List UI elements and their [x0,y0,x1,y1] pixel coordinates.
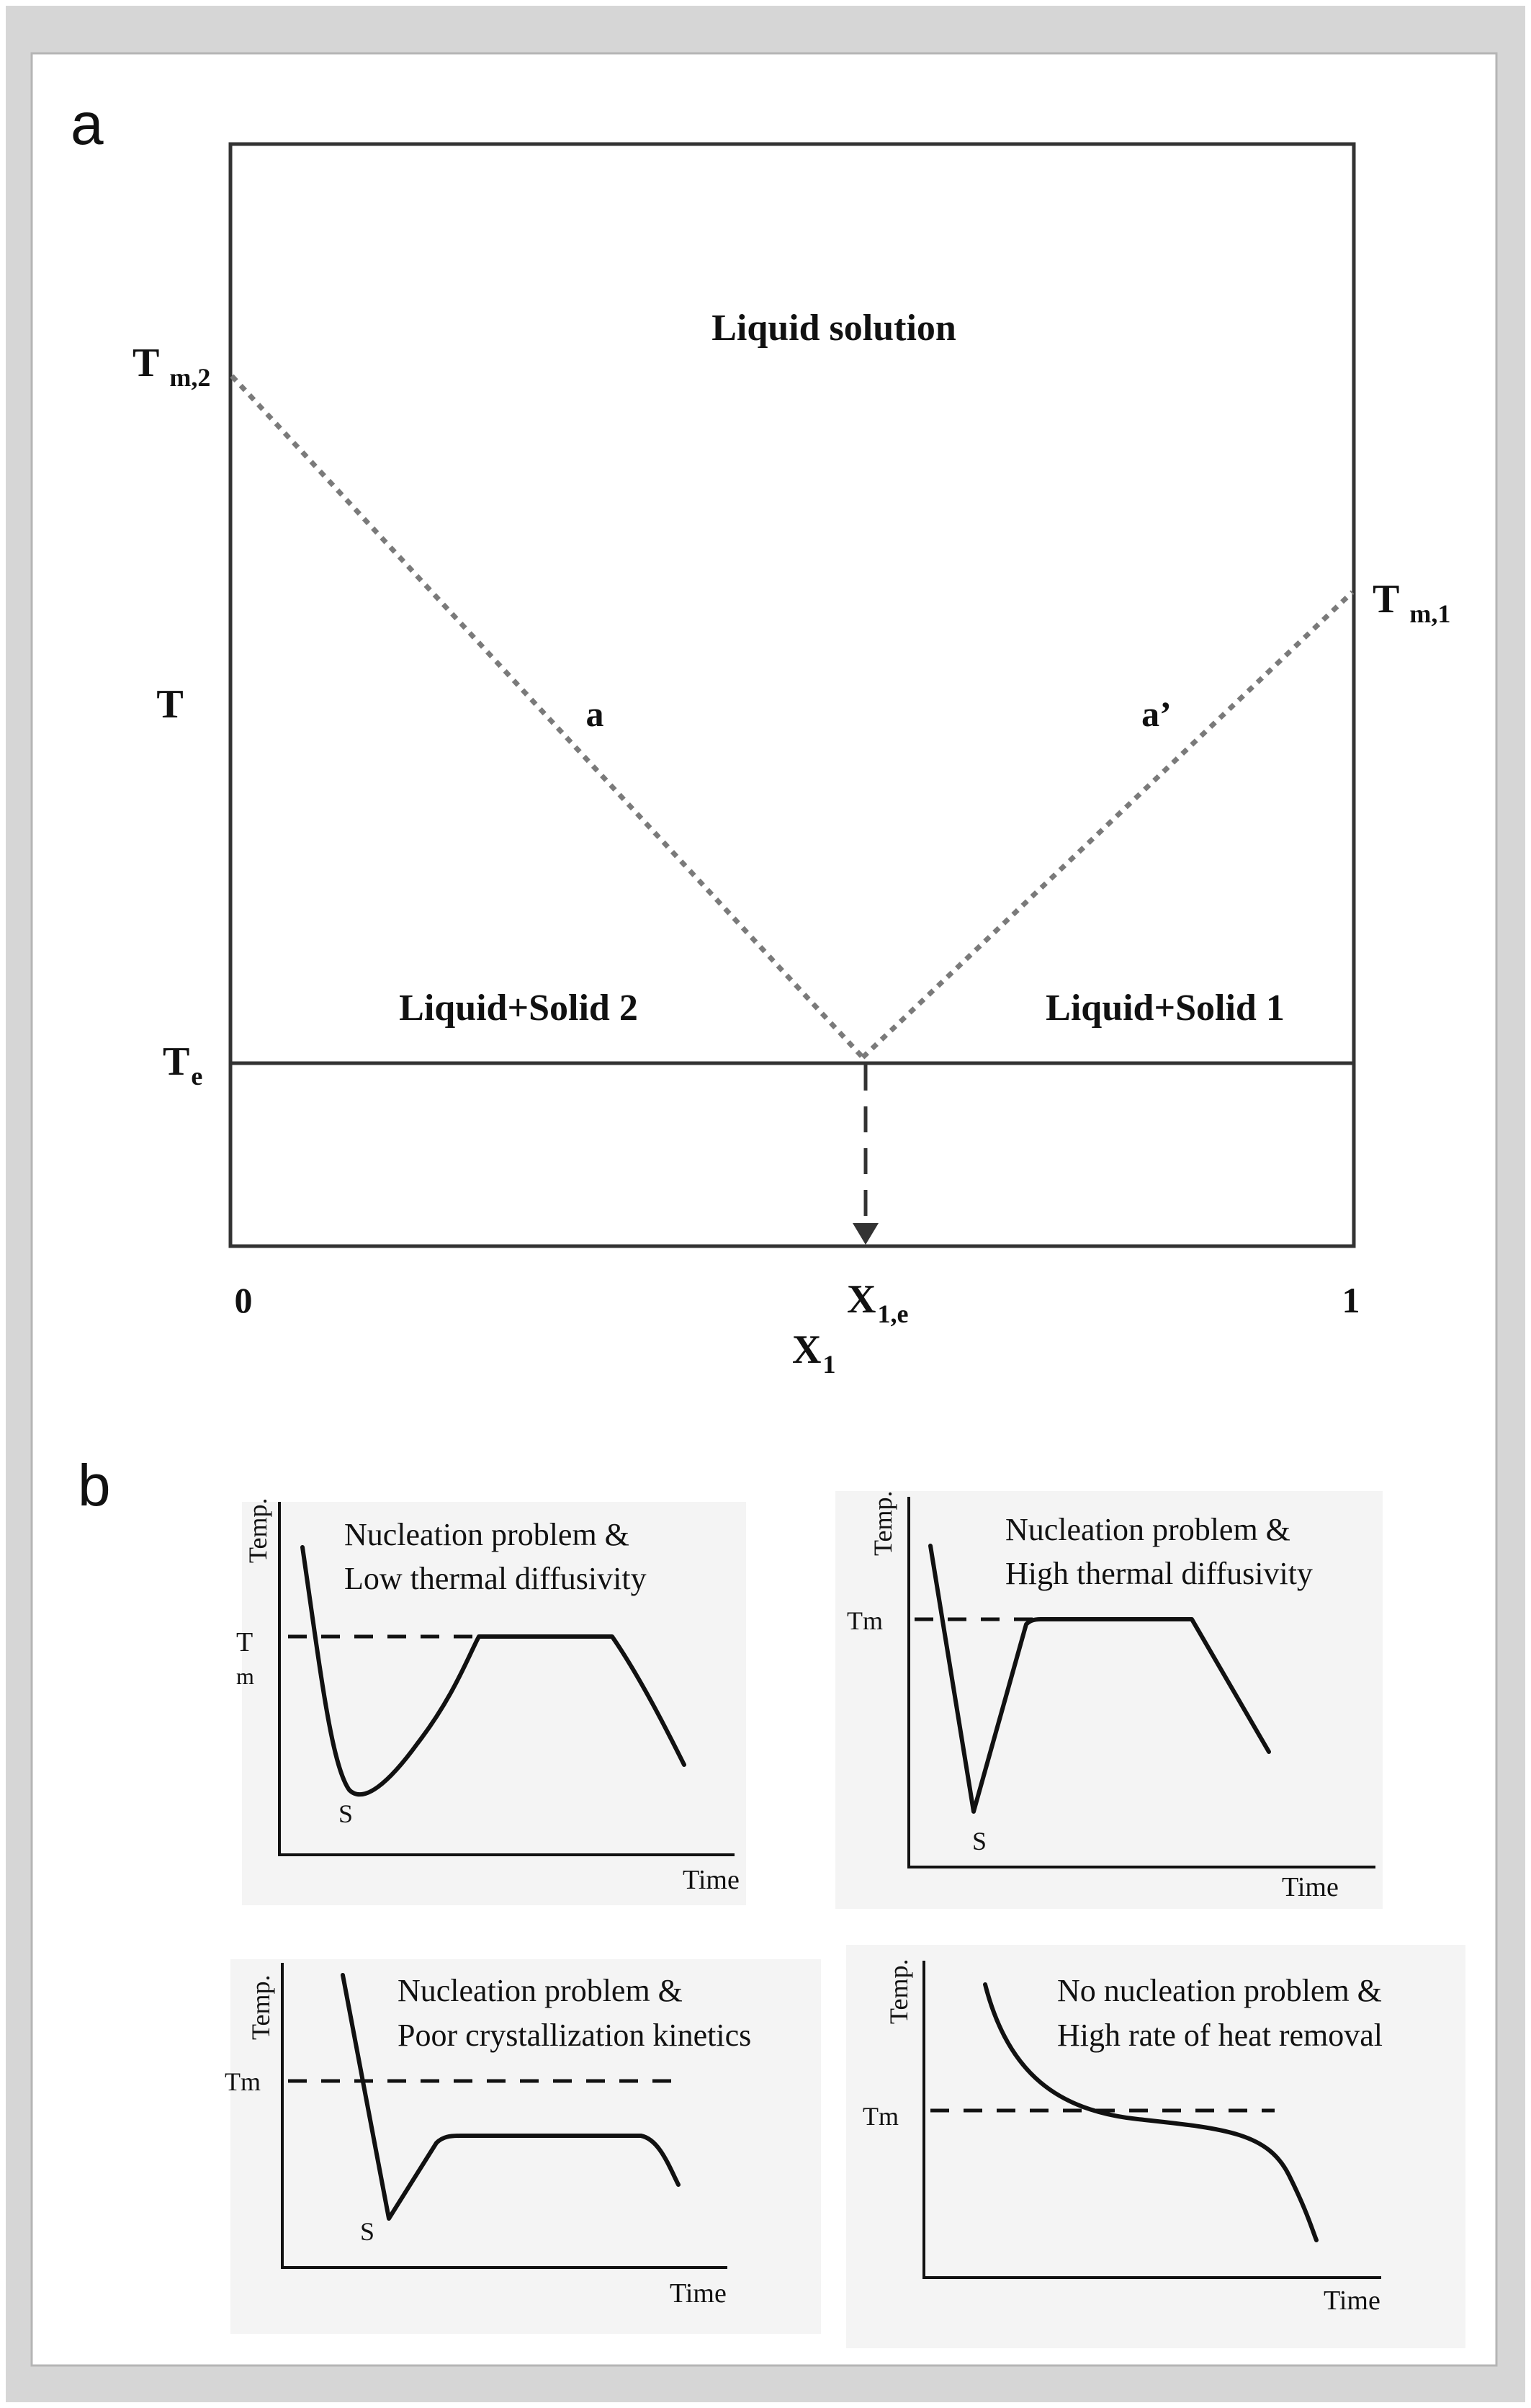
cooling-curve-plot-3 [225,1959,821,2334]
plot-1-xlabel: Time [683,1865,740,1895]
plot-2-title-line2: High thermal diffusivity [1005,1556,1313,1591]
plot-3-background [230,1959,821,2334]
plot-3-title-line2: Poor crystallization kinetics [398,2018,752,2053]
plot-1-title-line1: Nucleation problem & [344,1517,629,1552]
curve-label-a-prime: a’ [1141,694,1172,734]
panel-a-letter: a [71,91,104,157]
plot-1-title-line2: Low thermal diffusivity [344,1561,647,1596]
plot-3-title-line1: Nucleation problem & [398,1973,683,2008]
plot-2-s-label: S [972,1827,987,1856]
x-tick-0: 0 [234,1280,253,1320]
plot-4-title-line2: High rate of heat removal [1057,2018,1383,2053]
plot-4-tm-label: Tm [863,2102,899,2131]
plot-2-tm-label: Tm [847,1606,883,1635]
plot-2-xlabel: Time [1282,1872,1339,1902]
tm1-label: T $_{m,1}$ [1373,577,1451,628]
tm2-label: T $_{m,2}$ [133,341,211,392]
plot-1-tm-label-m: m [236,1663,254,1689]
plot-3-s-label: S [360,2217,375,2246]
plot-3-tm-label: Tm [225,2067,261,2096]
plot-2-background [835,1491,1383,1909]
plot-3-xlabel: Time [670,2278,727,2309]
curve-label-a: a [585,694,604,734]
plot-2-title-line1: Nucleation problem & [1005,1512,1290,1547]
region-liquid-solid-2: Liquid+Solid 2 [399,988,638,1029]
plot-1-tm-label-t: T [236,1627,253,1657]
cooling-curve-plot-1 [236,1498,746,1905]
y-axis-label-t: T [156,682,184,727]
plot-4-ylabel: Temp. [884,1959,913,2024]
cooling-curve-plot-4 [846,1945,1465,2348]
plot-2-ylabel: Temp. [868,1490,897,1556]
plot-4-title-line1: No nucleation problem & [1057,1973,1382,2008]
x-axis-label-x1: $X_1$ [792,1328,836,1379]
x-tick-1: 1 [1342,1280,1360,1320]
cooling-curve-plot-2 [835,1491,1383,1909]
te-label: $T_e$ [163,1039,203,1091]
plot-4-xlabel: Time [1324,2286,1380,2316]
x-tick-x1e: $X_{1,e}$ [847,1277,909,1328]
plot-1-s-label: S [338,1799,354,1828]
region-liquid-solid-1: Liquid+Solid 1 [1046,988,1285,1029]
panel-b-letter: b [78,1453,111,1518]
plot-3-ylabel: Temp. [246,1974,275,2040]
region-liquid-solution: Liquid solution [711,308,956,349]
plot-1-ylabel: Temp. [243,1498,272,1563]
